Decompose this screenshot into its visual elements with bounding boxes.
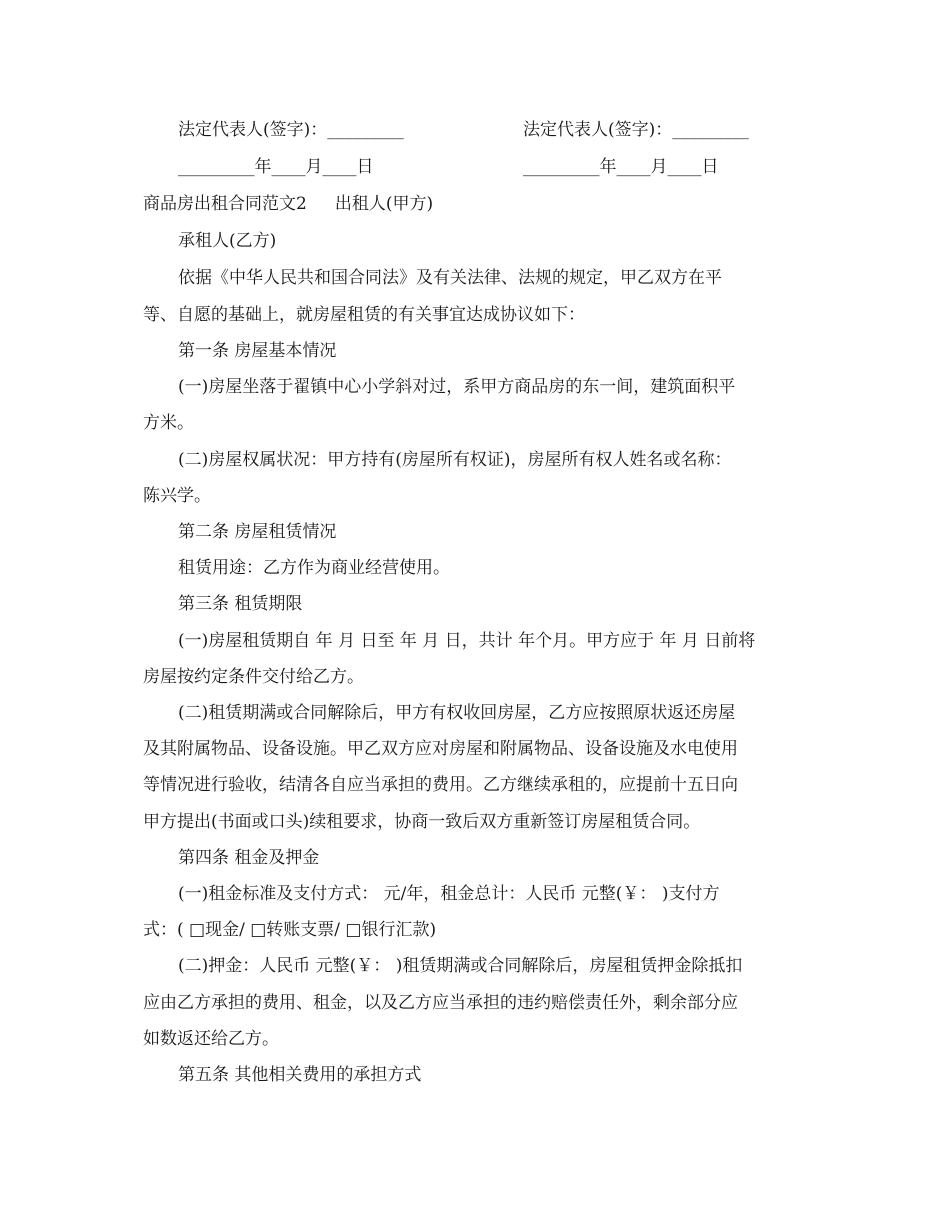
right-signature-date: _________年____月____日	[523, 157, 719, 177]
article4-item2-line-2: 应由乙方承担的费用、租金，以及乙方应当承担的违约赔偿责任外，剩余部分应	[143, 993, 738, 1013]
article3-item2-line-1: (二)租赁期满或合同解除后，甲方有权收回房屋，乙方应按照原状返还房屋	[178, 703, 736, 723]
article4-heading: 第四条 租金及押金	[178, 848, 320, 868]
lessor-label: 出租人(甲方)	[334, 194, 434, 214]
article4-item1-line-1: (一)租金标准及支付方式： 元/年，租金总计：人民币 元整(￥： )支付方	[178, 884, 720, 904]
article5-heading: 第五条 其他相关费用的承担方式	[178, 1065, 422, 1085]
article1-item1-line-2: 方米。	[143, 413, 194, 433]
article4-item1-line-2: 式：( □现金/ □转账支票/ □银行汇款)	[143, 920, 437, 940]
article1-item2-line-1: (二)房屋权属状况：甲方持有(房屋所有权证)，房屋所有权人姓名或名称：	[178, 450, 732, 470]
left-signature-date: _________年____月____日	[178, 157, 374, 177]
article4-item2-line-3: 如数返还给乙方。	[143, 1029, 279, 1049]
lessee-label: 承租人(乙方)	[178, 231, 277, 251]
contract-title: 商品房出租合同范文2	[143, 194, 307, 214]
article1-item2-line-2: 陈兴学。	[143, 486, 211, 506]
contract-title-line	[143, 192, 433, 216]
article1-heading: 第一条 房屋基本情况	[178, 341, 337, 361]
article3-item2-line-3: 等情况进行验收，结清各自应当承担的费用。乙方继续承租的，应提前十五日向	[143, 775, 738, 795]
article3-item1-line-1: (一)房屋租赁期自 年 月 日至 年 月 日，共计 年个月。甲方应于 年 月 日前将	[178, 631, 756, 651]
article3-item2-line-2: 及其附属物品、设备设施。甲乙双方应对房屋和附属物品、设备设施及水电使用	[143, 739, 738, 759]
article1-item1-line-1: (一)房屋坐落于翟镇中心小学斜对过，系甲方商品房的东一间，建筑面积平	[178, 377, 736, 397]
left-representative-signature: 法定代表人(签字)：_________	[178, 120, 404, 140]
article3-item2-line-4: 甲方提出(书面或口头)续租要求，协商一致后双方重新签订房屋租赁合同。	[143, 812, 701, 832]
preamble-line-1: 依据《中华人民共和国合同法》及有关法律、法规的规定，甲乙双方在平	[178, 268, 722, 288]
article3-item1-line-2: 房屋按约定条件交付给乙方。	[143, 667, 364, 687]
article4-item2-line-1: (二)押金：人民币 元整(￥： )租赁期满或合同解除后，房屋租赁押金除抵扣	[178, 956, 743, 976]
right-representative-signature: 法定代表人(签字)：_________	[523, 120, 749, 140]
article2-item1: 租赁用途：乙方作为商业经营使用。	[178, 558, 450, 578]
preamble-line-2: 等、自愿的基础上，就房屋租赁的有关事宜达成协议如下：	[143, 305, 585, 325]
article2-heading: 第二条 房屋租赁情况	[178, 522, 337, 542]
article3-heading: 第三条 租赁期限	[178, 594, 303, 614]
